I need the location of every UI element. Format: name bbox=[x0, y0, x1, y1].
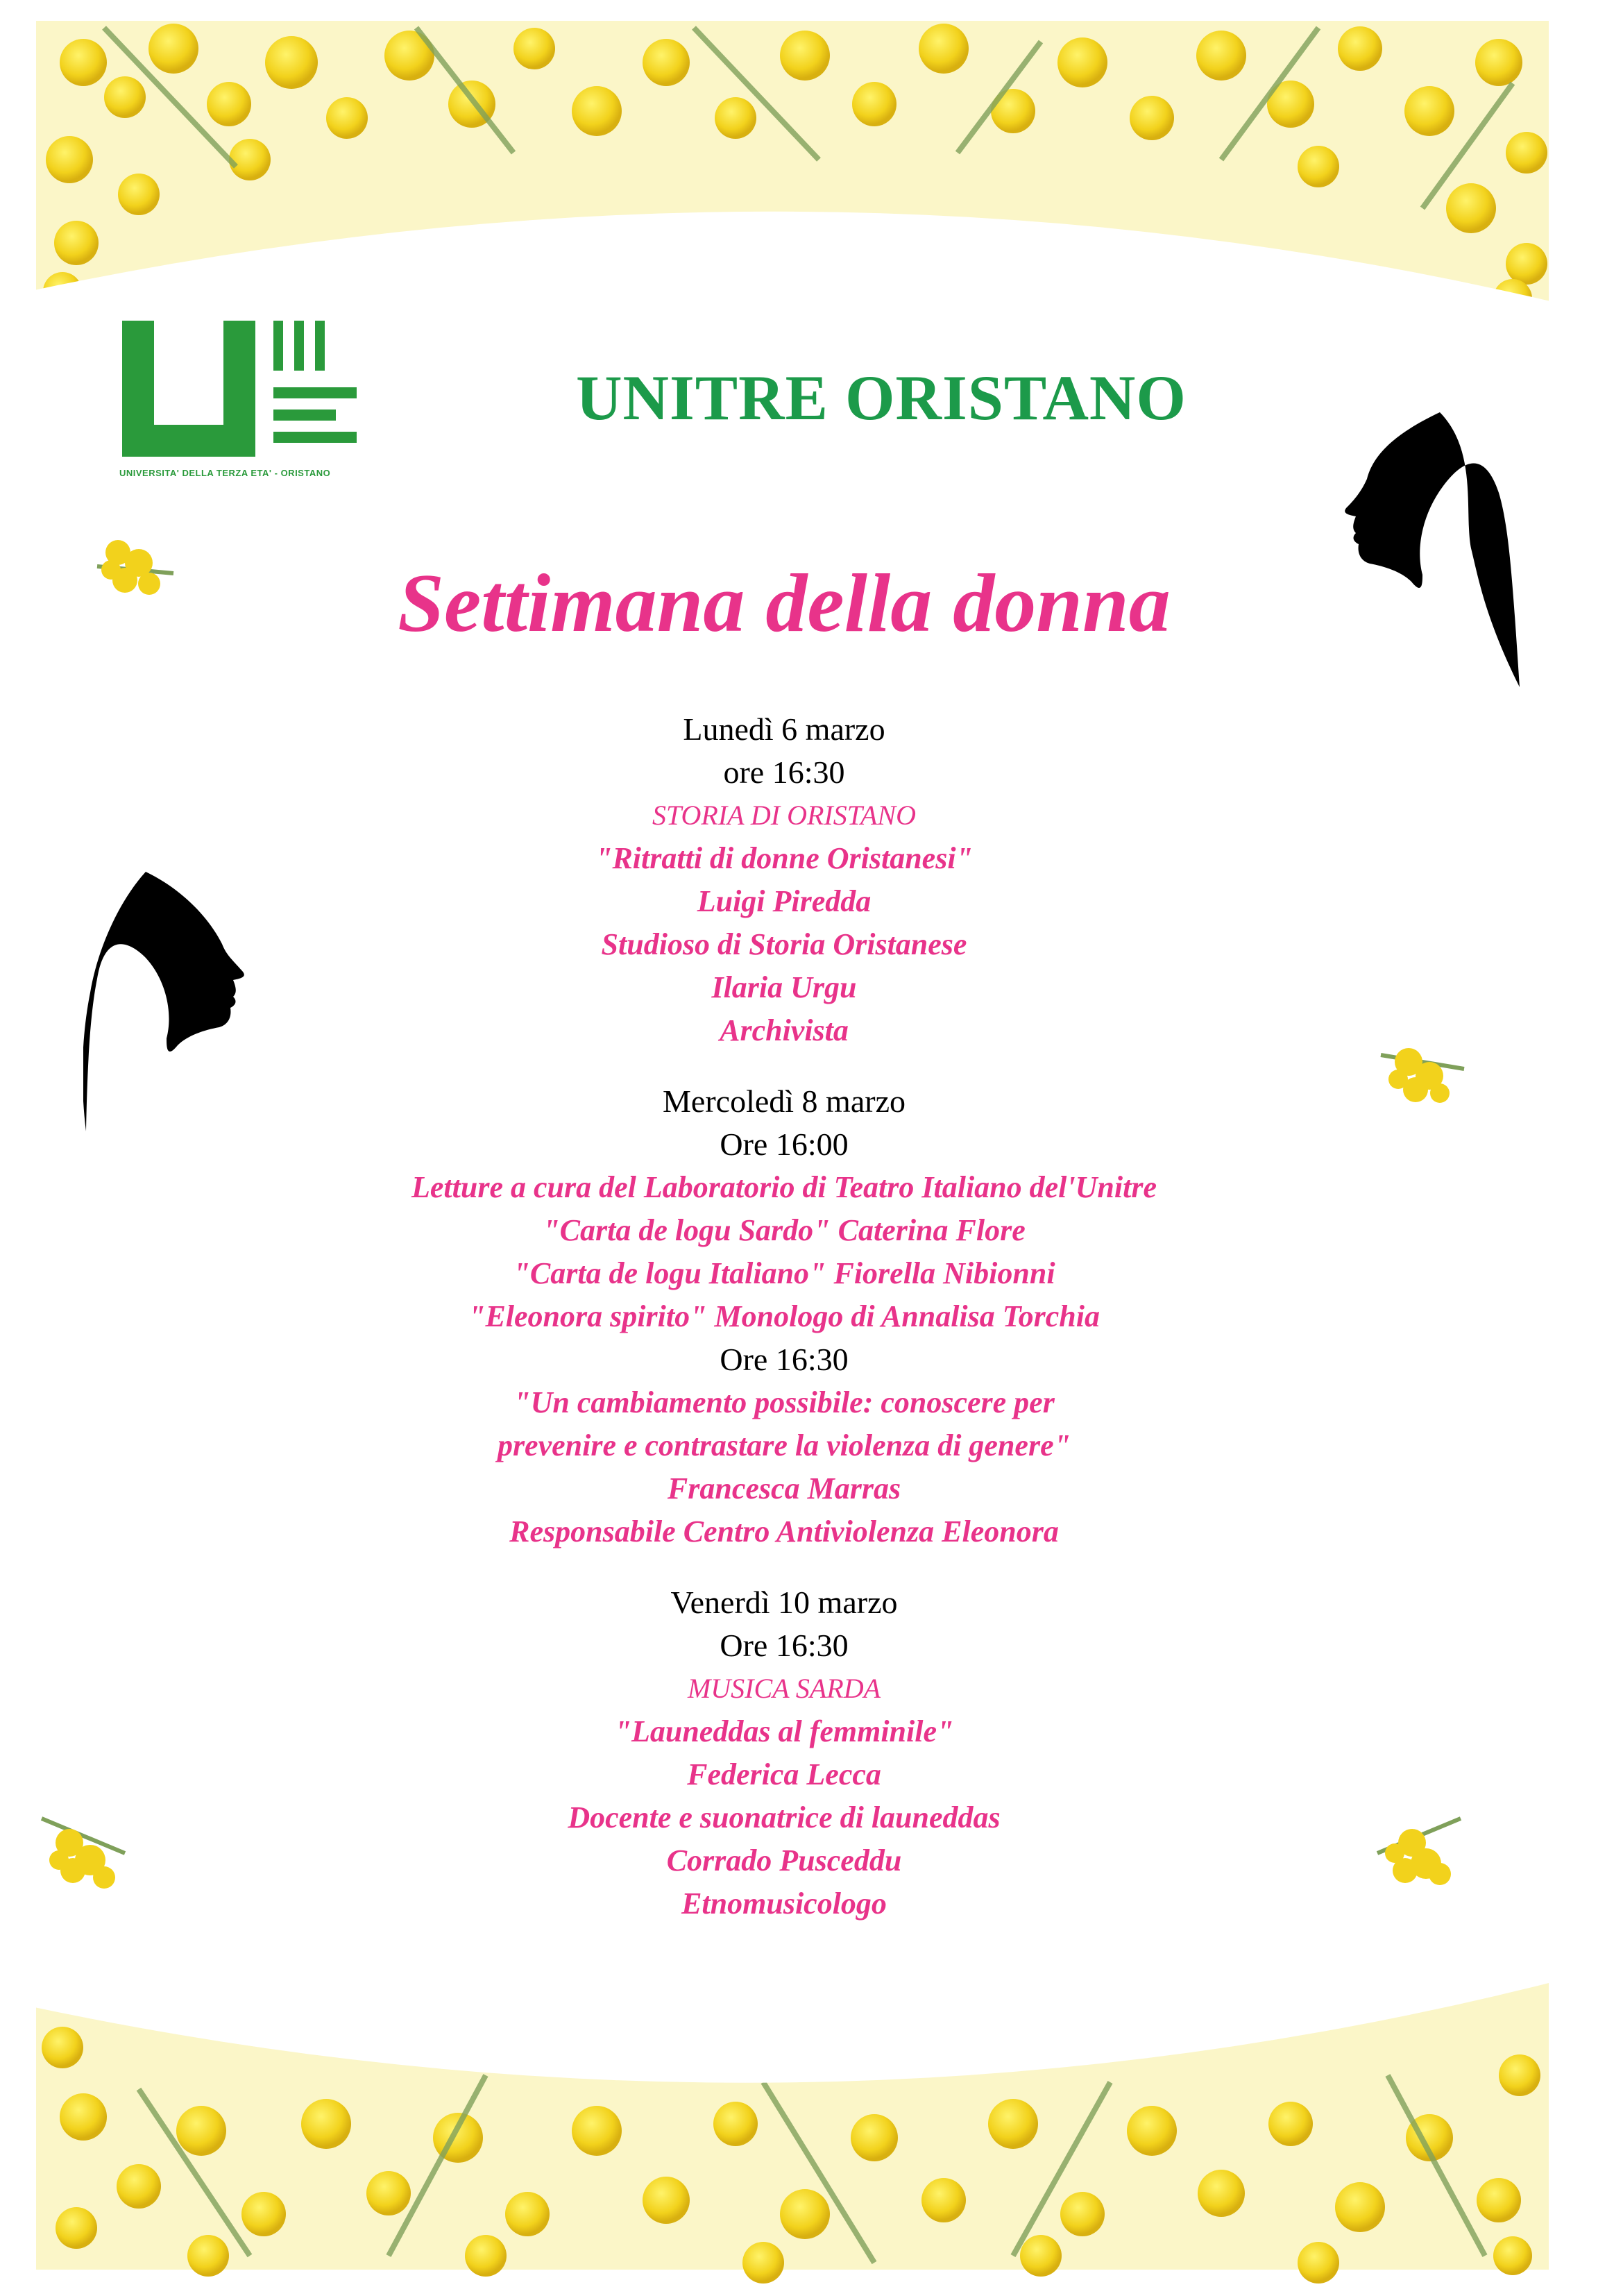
mimosa-sprig-icon bbox=[1370, 1805, 1468, 1895]
speaker-name: Corrado Pusceddu bbox=[666, 1843, 902, 1877]
event-topic: STORIA DI ORISTANO bbox=[652, 800, 916, 831]
event-line: "Ritratti di donne Oristanesi" bbox=[595, 841, 973, 875]
woman-silhouette-left-icon bbox=[83, 868, 264, 1138]
unitre-logo bbox=[119, 321, 383, 480]
event-time: ore 16:30 bbox=[723, 754, 845, 790]
speaker-role: Etnomusicologo bbox=[681, 1886, 887, 1921]
mimosa-border-bottom bbox=[0, 1964, 1623, 2296]
speaker-name: Ilaria Urgu bbox=[711, 970, 857, 1004]
event-day: Venerdì 10 marzo bbox=[670, 1585, 898, 1620]
speaker-role: Archivista bbox=[720, 1013, 849, 1047]
logo-subtext: UNIVERSITA' DELLA TERZA ETA' - ORISTANO bbox=[119, 468, 331, 478]
speaker-name: Francesca Marras bbox=[667, 1471, 901, 1505]
speaker-name: Federica Lecca bbox=[687, 1757, 881, 1791]
woman-silhouette-right-icon bbox=[1318, 410, 1520, 701]
event-day: Lunedì 6 marzo bbox=[683, 711, 885, 747]
event-time: Ore 16:00 bbox=[720, 1126, 849, 1162]
event-title: Settimana della donna bbox=[398, 557, 1171, 649]
event-line: "Eleonora spirito" Monologo di Annalisa Torchia bbox=[468, 1299, 1100, 1333]
speaker-role: Responsabile Centro Antiviolenza Eleonora bbox=[509, 1514, 1059, 1548]
mimosa-sprig-icon bbox=[90, 525, 180, 608]
event-line: "Launeddas al femminile" bbox=[614, 1714, 954, 1748]
mimosa-border-top bbox=[0, 0, 1623, 319]
event-topic: MUSICA SARDA bbox=[687, 1673, 881, 1704]
event-day: Mercoledì 8 marzo bbox=[663, 1083, 906, 1119]
event-time: Ore 16:30 bbox=[720, 1342, 849, 1377]
mimosa-sprig-icon bbox=[1374, 1027, 1471, 1111]
event-time: Ore 16:30 bbox=[720, 1628, 849, 1663]
event-line: "Carta de logu Sardo" Caterina Flore bbox=[543, 1213, 1026, 1247]
org-title: UNITRE ORISTANO bbox=[576, 362, 1187, 433]
speaker-role: Studioso di Storia Oristanese bbox=[601, 927, 967, 961]
program bbox=[278, 708, 1291, 1925]
mimosa-sprig-icon bbox=[35, 1805, 132, 1895]
event-line: "Carta de logu Italiano" Fiorella Nibionni bbox=[513, 1256, 1055, 1290]
speaker-role: Docente e suonatrice di launeddas bbox=[568, 1800, 1001, 1834]
event-line: "Un cambiamento possibile: conoscere per bbox=[513, 1385, 1055, 1419]
event-line: prevenire e contrastare la violenza di genere" bbox=[497, 1428, 1071, 1462]
speaker-name: Luigi Piredda bbox=[697, 884, 872, 918]
event-line: Letture a cura del Laboratorio di Teatro Italiano del'Unitre bbox=[411, 1170, 1157, 1204]
